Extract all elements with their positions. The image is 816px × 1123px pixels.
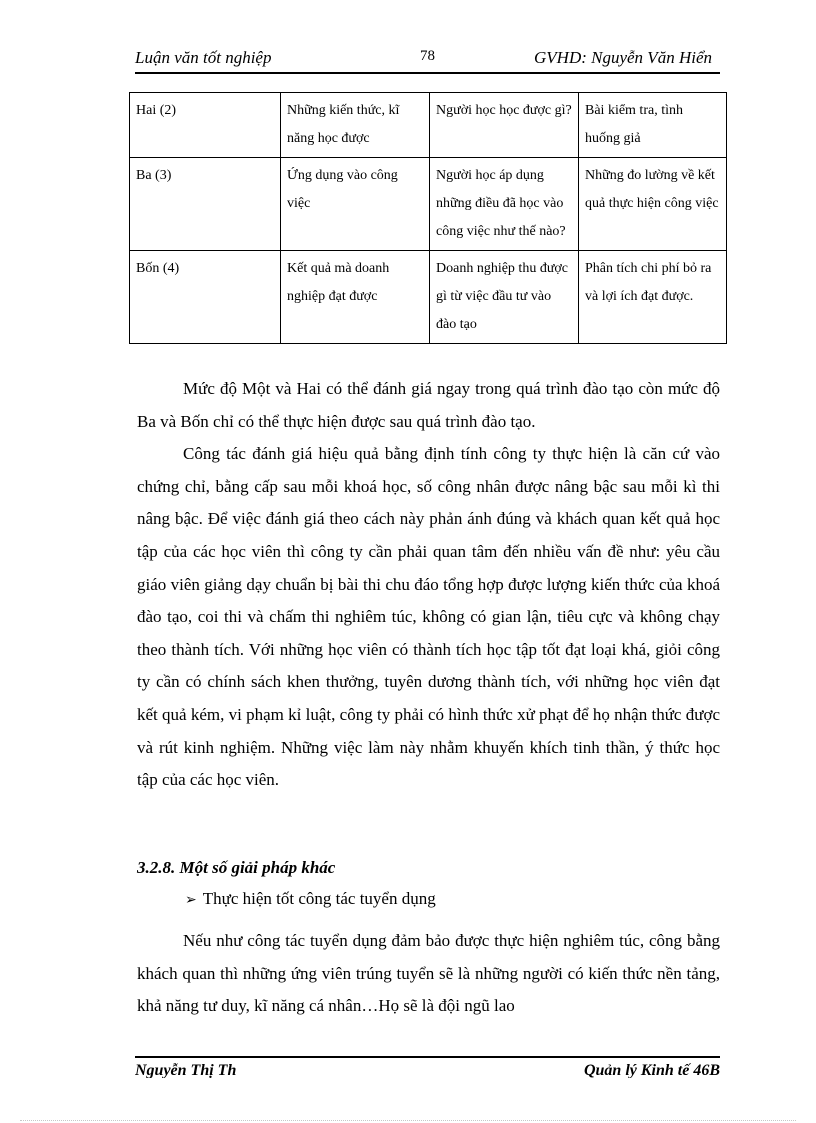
footer-class: Quản lý Kinh tế 46B: [583, 1062, 720, 1078]
table-row: [130, 158, 727, 251]
page-number: 78: [420, 48, 435, 64]
paragraph: Mức độ Một và Hai có thể đánh giá ngay trong quá trình đào tạo còn mức độ Ba và Bốn chỉ có thể thực hiện được sau quá trình đào tạo.: [137, 379, 720, 431]
paragraph: Nếu như công tác tuyển dụng đảm bảo được thực hiện nghiêm túc, công bằng khách quan thì những ứng viên trúng tuyển sẽ là những người có kiến thức nền tảng, khả năng tư duy, kĩ năng cá nhân…Họ sẽ là đội ngũ lao: [137, 931, 720, 1016]
bullet-item: [185, 889, 436, 909]
section-paragraph-block: [137, 925, 720, 1023]
footer-author: Nguyễn Thị Th: [135, 1062, 237, 1078]
table-cell: Bốn (4): [130, 251, 281, 344]
table-cell: Người học áp dụng những điều đã học vào công việc như thế nào?: [430, 158, 579, 251]
page-header: [135, 48, 720, 74]
evaluation-table: [129, 92, 727, 344]
page-edge-divider: [20, 1120, 796, 1121]
table-cell: Người học học được gì?: [430, 93, 579, 158]
table-cell: Kết quả mà doanh nghiệp đạt được: [281, 251, 430, 344]
bullet-text: Thực hiện tốt công tác tuyển dụng: [202, 889, 436, 908]
section-title: 3.2.8. Một số giải pháp khác: [137, 858, 336, 877]
table-cell: Doanh nghiệp thu được gì từ việc đầu tư vào đào tạo: [430, 251, 579, 344]
arrow-bullet-icon: ➢: [185, 893, 197, 908]
table-cell: Ứng dụng vào công việc: [281, 158, 430, 251]
paragraph: Công tác đánh giá hiệu quả bằng định tính công ty thực hiện là căn cứ vào chứng chỉ, bằng cấp sau mỗi khoá học, số công nhân được nâng bậc sau mỗi kì thi nâng bậc. Để việc đánh giá theo cách này phản ánh đúng và khách quan kết quả học tập của các học viên thì công ty cần phải quan tâm đến nhiều vấn đề như: yêu cầu giáo viên giảng dạy chuẩn bị bài thi chu đáo tổng hợp được lượng kiến thức của khoá đào tạo, coi thi và chấm thi nghiêm túc, không có gian lận, tiêu cực và không chạy theo thành tích. Với những học viên có thành tích học tập tốt đạt loại khá, giỏi công ty cần có chính sách khen thưởng, tuyên dương thành tích, với những học viên đạt kết quả kém, vi phạm kỉ luật, công ty phải có hình thức xử phạt để họ nhận thức được và rút kinh nghiệm. Những việc làm này nhằm khuyến khích tinh thần, ý thức học tập của các học viên.: [137, 444, 720, 790]
body-paragraphs: [137, 373, 720, 797]
table-cell: Những đo lường về kết quả thực hiện công việc: [579, 158, 727, 251]
table-cell: Ba (3): [130, 158, 281, 251]
header-thesis-label: Luận văn tốt nghiệp: [135, 48, 272, 67]
table-cell: Những kiến thức, kĩ năng học được: [281, 93, 430, 158]
header-advisor: GVHD: Nguyễn Văn Hiển: [534, 48, 712, 67]
table-cell: Phân tích chi phí bỏ ra và lợi ích đạt được.: [579, 251, 727, 344]
table-row: [130, 93, 727, 158]
table-cell: Bài kiểm tra, tình huống giả: [579, 93, 727, 158]
table-row: [130, 251, 727, 344]
table-cell: Hai (2): [130, 93, 281, 158]
page-footer: [135, 1056, 720, 1078]
